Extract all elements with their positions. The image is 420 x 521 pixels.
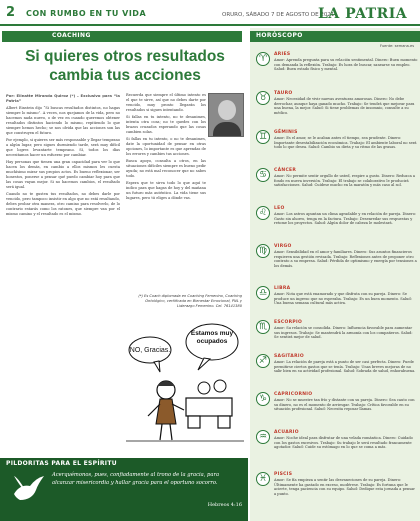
bible-quote: Acerquémonos, pues, confiadamente al trono de la gracia, para alcanzar misericordia y hallar gracia para el oportuno socorro.	[52, 472, 220, 486]
cartoon-illustration	[126, 320, 244, 448]
scorpio-icon: ♏	[256, 320, 270, 334]
horoscope-title-bar	[250, 31, 420, 42]
libra-icon: ♎	[256, 286, 270, 300]
sign-name: CAPRICORNIO	[274, 392, 313, 397]
sign-text: Amor: Es el amor, se le acaban antes el tiempo, sea prudente. Dinero: Importante desestabilización económica. Trabajo: El ambiente laboral no será todo lo que desea. Salud: Cambio su dieta y su ritmo de las grasas.	[274, 136, 417, 150]
pildoritas-box	[0, 458, 248, 521]
pisces-icon: ♓	[256, 472, 270, 486]
author-credit: (*) Es Coach diplomada en Coaching Femenino, Coaching Ontológico, certificada en Bienestar Emocional, PNL y Liderazgo Femenino. Cel. 76141380	[138, 294, 242, 308]
gemini-icon: ♊	[256, 130, 270, 144]
coaching-tag-bar	[2, 31, 242, 42]
horoscope-title: HORÓSCOPO	[256, 32, 303, 39]
page-header	[0, 0, 420, 26]
virgo-icon: ♍	[256, 244, 270, 258]
sign-text: Amor: La relación de pareja está a punto de ser casi perfecta. Dinero: Puede permitirse ciertos gastos que se tenía. Trabajo: Unas breves mejoras de no salir bien en su actividad profesional. Salud: Sobrada de salud, enhorabuena.	[274, 360, 416, 374]
sign-name: ACUARIO	[274, 430, 299, 435]
sign-name: TAURO	[274, 91, 293, 96]
newspaper-logo: LA PATRIA	[318, 6, 408, 22]
sign-text: Amor: No se muestre tan frío y distante con su pareja. Dinero: Sea cauto con su dinero, no es el momento de arriesgar. Trabajo: Crítica favorable en su situación profesional. Salud: Necesita reposar llamas.	[274, 398, 415, 412]
article-headline: Si quieres otros resultados cambia tus acciones	[25, 48, 225, 84]
aquarius-icon: ♒	[256, 430, 270, 444]
article-paragraph: Busca apoyo, consulta a otros, en las situaciones difíciles siempre es bueno pedir ayuda; no está mal reconocer que no sabes todo.	[126, 159, 206, 178]
sign-text: Amor: Se fía empieza a sentir las desvaneciones de su pareja. Dinero: Últimamente ha gastado en exceso, modérese. Trabajo: Es fortuna que le acierte, tenga paciencia con su equipo. Salud: Dedique esta jornada a pensar a punto.	[274, 478, 416, 496]
article-column-2	[126, 93, 206, 355]
coaching-tag: COACHING	[52, 32, 91, 39]
article-paragraph: Cuando no te gusten tus resultados, no debes darle por vencido, pero tampoco insistir en algo que no está resultando, debes probar otra manera, otro camino para resolverlo, de lo contrario estarás como los ratones, que siempre van por el mismo camino y el resultado es el mismo.	[6, 192, 120, 216]
horoscope-source: Fuente: semana.es	[380, 44, 415, 48]
cartoon-bubble-left: NO, Gracias.	[129, 347, 171, 354]
sagittarius-icon: ♐	[256, 354, 270, 368]
sign-name: GÉMINIS	[274, 130, 298, 135]
sign-text: Amor: Los astros apuntan un clima agradable y en relación de pareja. Dinero: Gasto sin ahorro, tenga en la factura. Trabajo: Desenredar sus respuestas y retome los proyectos. Salud: Algún dolor de cabeza le molestará.	[274, 212, 417, 226]
cartoon-svg	[126, 320, 244, 448]
article-byline: Por: Elinatte Miranda Quiroz (*) – Exclusivo para “la Patria”	[6, 93, 120, 103]
sign-name: PISCIS	[274, 472, 293, 477]
sign-name: ARIES	[274, 52, 291, 57]
section-title: CON RUMBO EN TU VIDA	[26, 9, 147, 18]
sign-text: Amor: Aprenda pregunta para su relación sentimental. Dinero: Buen momento con demanda la reflexión. Trabajo: Es hora de buscar, sanearse su empleo. Salud: Buen estado físico y mental.	[274, 58, 418, 72]
article-paragraph: Recuerda que siempre el último intento es el que te sirve, así que no debes darte por vencido, muy pronto llegarán los resultados si sigues intentando.	[126, 93, 206, 112]
sign-name: ESCORPIO	[274, 320, 303, 325]
sign-name: CÁNCER	[274, 168, 297, 173]
sign-name: VIRGO	[274, 244, 292, 249]
dove-icon	[10, 472, 46, 508]
leo-icon: ♌	[256, 206, 270, 220]
sign-text: Amor: Nota que está enamorado y que disfruta con su pareja. Dinero: Se produce un ingreso que no esperaba. Trabajo: Es un buen momento. Salud: Una buena semana cultural más activa.	[274, 292, 412, 306]
sign-name: LEO	[274, 206, 285, 211]
bible-reference: Hebreos 4:16	[207, 502, 242, 508]
cancer-icon: ♋	[256, 168, 270, 182]
article-paragraph: Espera que te sirva todo lo que aquí te indico para que hagas de hoy y del mañana un futuro más auténtico. La vida tiene sus lugares, pero tú eliges a dónde vas.	[126, 181, 206, 200]
article-paragraph: Si fallas en tu intento, o no te desanimes, date la oportunidad de pensar en otras opciones, lo importante es que aprendas de los errores y cambies tus acciones.	[126, 137, 206, 156]
capricorn-icon: ♑	[256, 392, 270, 406]
aries-icon: ♈	[256, 52, 270, 66]
cartoon-bubble-right: Estamos muy ocupados	[190, 330, 234, 345]
article-column-1	[6, 93, 120, 443]
sign-text: Amor: No permite sentir orgullo de usted, respire a gusto. Dinero: Reduzca a fondo en nueva inversión. Trabajo: El trabajo se colaborativo le producirá satisfacciones. Salud: Cuídese mucho en la maratón y más caso al sol.	[274, 174, 416, 188]
sign-text: Amor: Necesidad de vivir nuevas aventuras amorosas. Dinero: No debe derrochar, aunque haya ganado mucho. Trabajo: Se tendrá que mejorar para una buena, la mejor. Salud: Si tiene problemas de insomnio, consulte a su médico.	[274, 97, 415, 115]
sign-text: Amor: Su relación se consolida. Dinero: Influencia favorable para aumentar sus ingresos. Trabajo: Se mantendrá la armonía con los compañeros. Salud: Se sentirá mejor de salud.	[274, 326, 413, 340]
article-paragraph: Por ejemplo, si quieres ser más responsable y llegar temprano a algún lugar, pero sigues durmiendo tarde, será muy difícil que logres levantarte temprano. Sí, todos los días necesitamos hacer un esfuerzo por cambiar.	[6, 138, 120, 157]
taurus-icon: ♉	[256, 91, 270, 105]
page-number: 2	[6, 5, 16, 20]
article-paragraph: Hay personas que tienen una gran capacidad para ver lo que hacen los demás, en cambio a ellos mismos les cuesta muchísimo mirar sus propios actos. Es bueno reflexionar, ser honestos, ponerse a pensar qué puedo cambiar hoy para que las cosas vayan mejor. Si no hacemos cambios, el resultado será igual.	[6, 160, 120, 189]
issue-date: ORURO, SÁBADO 7 DE AGOSTO DE 2021	[222, 12, 335, 18]
pildoritas-title: PILDORITAS PARA EL ESPÍRITU	[6, 460, 117, 467]
article-paragraph: Si fallas en tu intento, no te desanimes, intenta otra cosa; no te quedes con los brazos cruzados esperando que las cosas cambien solas.	[126, 115, 206, 134]
sign-text: Amor: Sensibilidad en el amor y familiares. Dinero: Sus asuntos financieros requieren una gestión revisada. Trabajo: Reflexiones antes de proponer otro contrato a su empresa. Salud: Pérdida de optimismo y energía por tensiones a los demás.	[274, 250, 417, 268]
article-paragraph: Albert Einstein dijo “Si buscas resultados distintos, no hagas siempre lo mismo”. A veces, nos quejamos de la vida, pero no hacemos nada nuevo, o de vez en cuando queremos obtener resultados distintos haciendo lo mismo, repitiendo lo que siempre hemos hecho; se nos olvida que las acciones son las que construyen el futuro.	[6, 106, 120, 135]
sign-name: SAGITARIO	[274, 354, 304, 359]
sign-name: LIBRA	[274, 286, 291, 291]
sign-text: Amor: Noche ideal para disfrutar de una velada romántica. Dinero: Cuidado con los gastos excesivos. Trabajo: Su trabajo le será resultado francamente agotador. Salud: Cuide su estómago en lo que se coma a más.	[274, 436, 413, 450]
author-photo	[208, 93, 244, 137]
